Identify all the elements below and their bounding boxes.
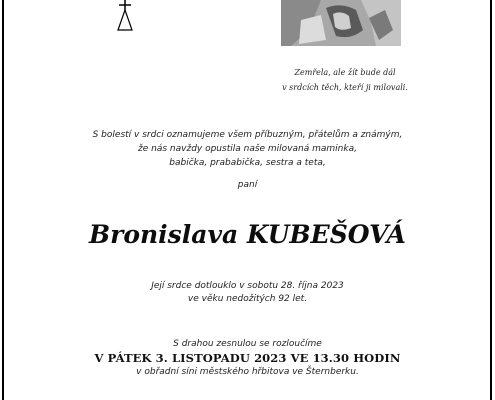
death-notice-line: ve věku nedožitých 92 let.	[187, 294, 308, 304]
death-notice-line: Její srdce dotlouklo v sobotu 28. října 2023	[151, 281, 344, 291]
page-border-right	[490, 0, 492, 400]
epigraph-line: v srdcích těch, kteří ji milovali.	[282, 83, 408, 92]
page-border-left	[2, 0, 4, 400]
salutation: paní	[237, 180, 258, 190]
announcement-text	[30, 128, 465, 170]
funeral-intro: S drahou zesnulou se rozloučíme	[173, 339, 322, 349]
funeral-datetime: V PÁTEK 3. LISTOPADU 2023 VE 13.30 HODIN	[94, 351, 401, 365]
epigraph-line: Zemřela, ale žít bude dál	[294, 68, 396, 77]
epigraph	[265, 65, 425, 95]
deceased-photo	[281, 0, 401, 46]
death-notice	[30, 280, 465, 306]
announcement-line: babička, prababička, sestra a teta,	[169, 158, 326, 168]
deceased-name: Bronislava KUBEŠOVÁ	[89, 220, 406, 249]
announcement-line: S bolestí v srdci oznamujeme všem příbuzným, přátelům a známým,	[92, 130, 403, 140]
announcement-line: že nás navždy opustila naše milovaná maminka,	[138, 144, 357, 154]
cross-icon	[110, 0, 140, 40]
funeral-place: v obřadní síni městského hřbitova ve Šternberku.	[136, 367, 359, 377]
